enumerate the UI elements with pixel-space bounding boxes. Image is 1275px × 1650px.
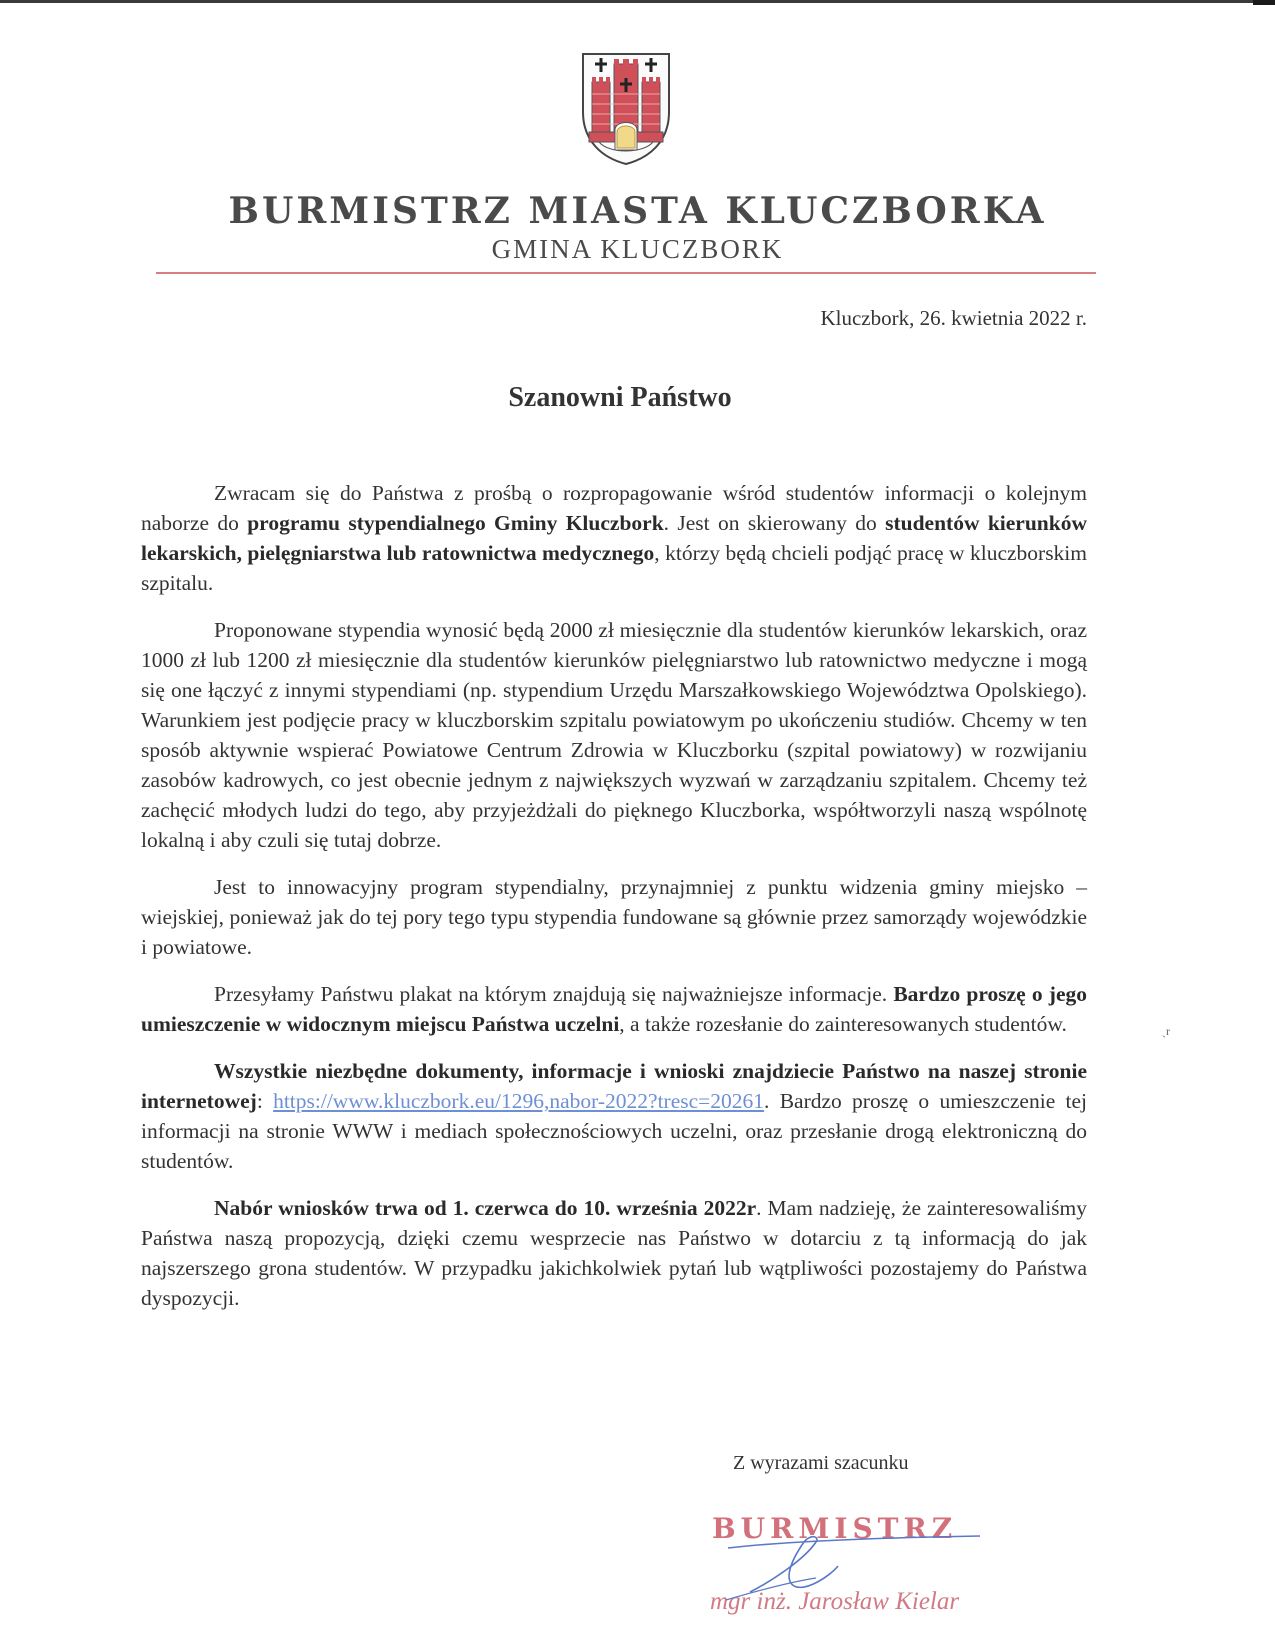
body-text: Zwracam się do Państwa z prośbą o rozpropagowanie wśród studentów informacji o kolejnym naborze do [141, 481, 1087, 535]
bold-text: programu stypendialnego Gminy Kluczbork [247, 511, 664, 535]
coat-of-arms-icon [579, 50, 673, 166]
stamp-name: mgr inż. Jarosław Kielar [710, 1588, 960, 1615]
body-paragraph [141, 1193, 1087, 1313]
letterhead-subtitle: GMINA KLUCZBORK [491, 234, 784, 264]
program-link[interactable]: https://www.kluczbork.eu/1296,nabor-2022?tresc=20261 [273, 1089, 765, 1113]
body-paragraph [141, 1056, 1087, 1176]
body-paragraph [141, 478, 1087, 598]
body-text: , którzy będą chcieli podjąć pracę w kluczborskim szpitalu. [141, 541, 1088, 595]
signature-icon [720, 1520, 1000, 1610]
letterhead-divider [156, 272, 1096, 274]
bold-text: Bardzo proszę o jego umieszczenie w widocznym miejscu Państwa uczelni [141, 982, 1087, 1036]
body-paragraph [141, 872, 1087, 962]
scan-edge-top [0, 0, 1275, 3]
bold-text: Nabór wniosków trwa od 1. czerwca do 10. września 2022r [214, 1196, 757, 1220]
body-text: Przesyłamy Państwu plakat na którym znajdują się najważniejsze informacje. [214, 982, 894, 1006]
body-text: Proponowane stypendia wynosić będą 2000 zł miesięcznie dla studentów kierunków lekarskich, oraz 1000 zł lub 1200 zł miesięcznie dla studentów kierunków pielęgniarstwo lub ratownictwo medyczne i mogą się one łączyć z innymi stypendiami (np. stypendium Urzędu Marszałkowskiego Województwa Opolskiego). Warunkiem jest podjęcie pracy w kluczborskim szpitalu powiatowym po ukończeniu studiów. Chcemy w ten sposób aktywnie wspierać Powiatowe Centrum Zdrowia w Kluczborku (szpital powiatowy) w rozwijaniu zasobów kadrowych, co jest obecnie jednym z największych wyzwań w zarządzaniu szpitalem. Chcemy też zachęcić młodych ludzi do tego, aby przyjeżdżali do pięknego Kluczborka, współtworzyli naszą wspólnotę lokalną i aby czuli się tutaj dobrze. [141, 618, 1087, 852]
letter-body [141, 478, 1087, 1330]
scan-edge-corner [1253, 0, 1275, 5]
bold-text: Wszystkie niezbędne dokumenty, informacje i wnioski znajdziecie Państwo na naszej stronie internetowej [141, 1059, 1087, 1113]
body-text: . Bardzo proszę o umieszczenie tej informacji na stronie WWW i mediach społecznościowych uczelni, oraz przesłanie drogą elektroniczną do studentów. [141, 1089, 1087, 1173]
body-paragraph [141, 615, 1087, 855]
body-paragraph [141, 979, 1087, 1039]
bold-text: studentów kierunków lekarskich, pielęgniarstwa lub ratownictwa medycznego [141, 511, 1087, 565]
scan-speck: ˏr [1162, 1024, 1170, 1038]
letter-date: Kluczbork, 26. kwietnia 2022 r. [820, 306, 1087, 330]
stamp-title: BURMISTRZ [712, 1512, 958, 1545]
body-text: . Jest on skierowany do [663, 511, 886, 535]
letterhead-title: BURMISTRZ MIASTA KLUCZBORKA [228, 190, 1047, 232]
body-text: Jest to innowacyjny program stypendialny, przynajmniej z punktu widzenia gminy miejsko – wiejskiej, ponieważ jak do tej pory tego typu stypendia fundowane są głównie przez samorządy wojewódzkie i powiatowe. [141, 875, 1087, 959]
body-text: : [256, 1089, 274, 1113]
closing-line: Z wyrazami szacunku [733, 1452, 909, 1474]
body-text: . Mam nadzieję, że zainteresowaliśmy Państwa naszą propozycją, dzięki czemu wesprzecie nas Państwo w dotarciu z tą informacją do jak najszerszego grona studentów. W przypadku jakichkolwiek pytań lub wątpliwości pozostajemy do Państwa dyspozycji. [141, 1196, 1088, 1310]
body-text: , a także rozesłanie do zainteresowanych studentów. [619, 1012, 1067, 1036]
salutation: Szanowni Państwo [508, 382, 732, 413]
